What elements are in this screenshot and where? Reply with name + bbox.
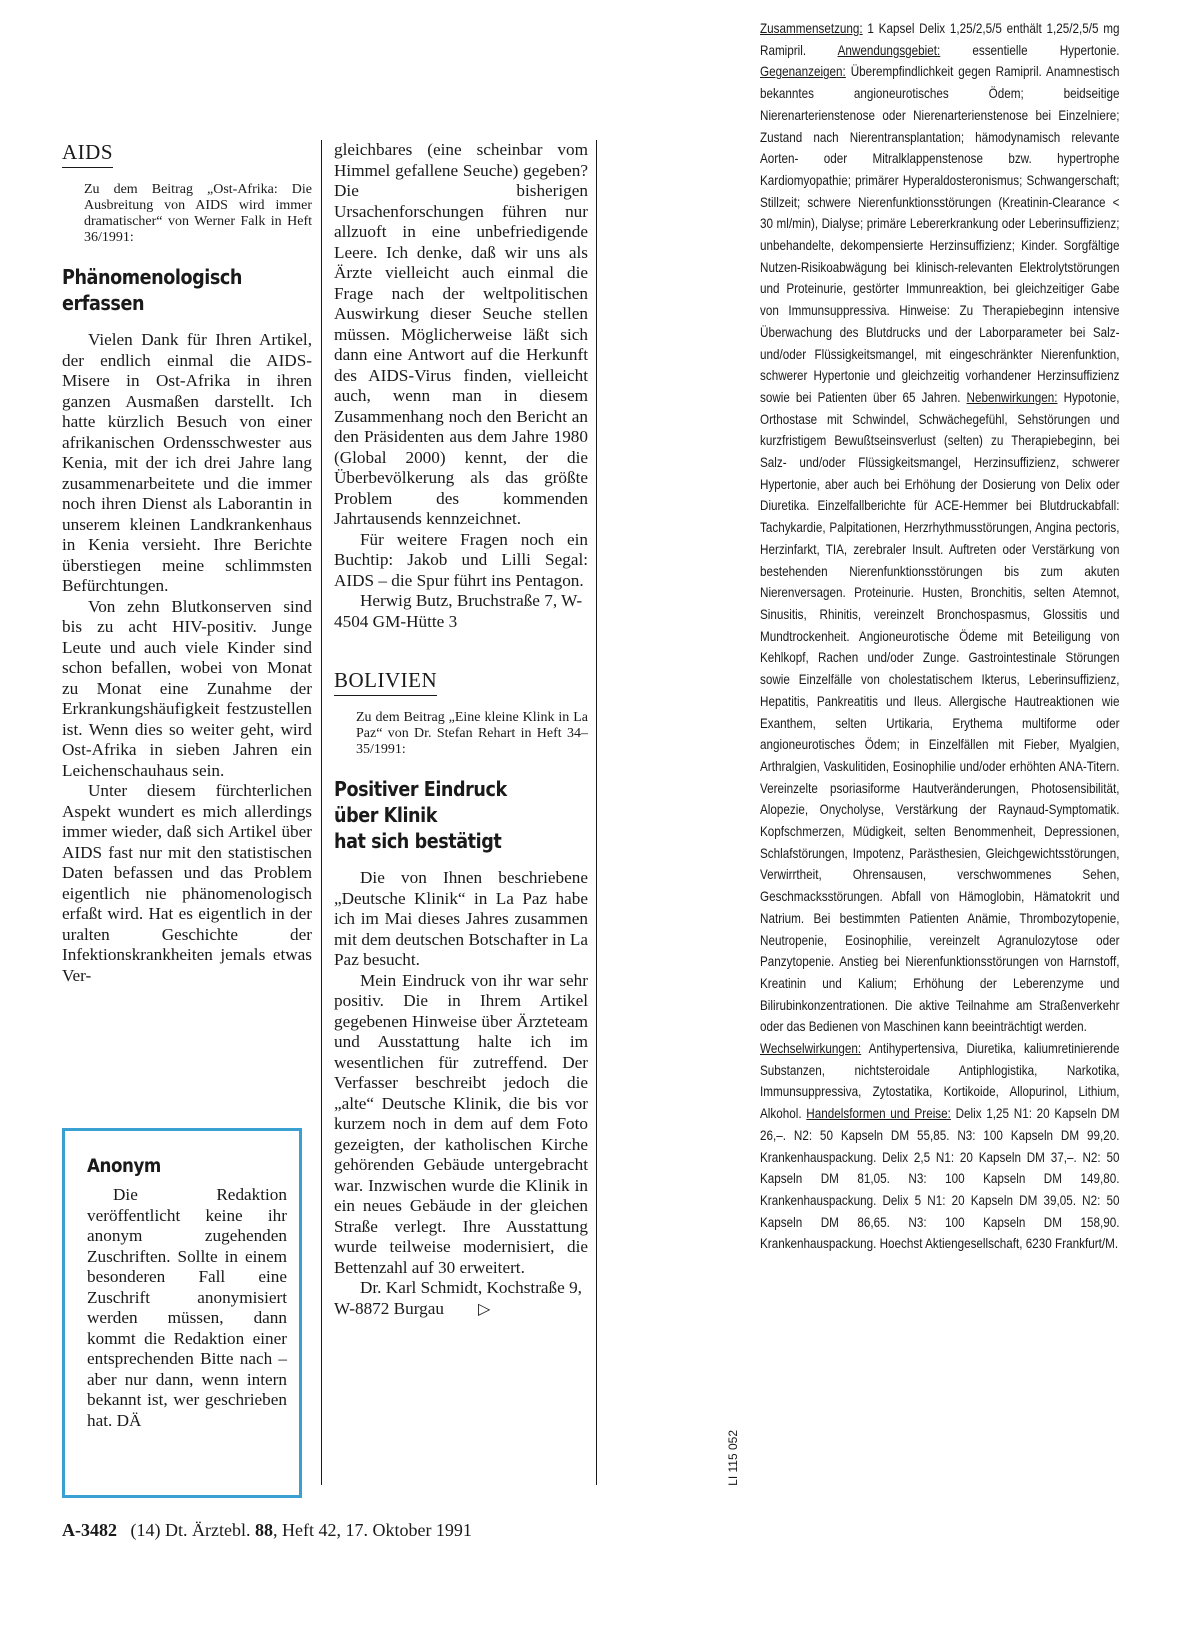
headline-bolivien: Positiver Eindruck über Klinik hat sich bestätigt — [334, 777, 507, 853]
aids-continued-paragraph-2: Für weitere Fragen noch ein Buchtip: Jakob und Lilli Segal: AIDS – die Spur führt ins Pentagon. — [334, 529, 588, 590]
label-zusammensetzung: Zusammensetzung: — [760, 21, 863, 36]
section-heading-aids: AIDS — [62, 140, 113, 168]
column-rule-right — [596, 140, 597, 1485]
label-wechselwirkungen: Wechselwirkungen: — [760, 1041, 862, 1057]
column-rule-left — [321, 140, 322, 1485]
intro-bolivien: Zu dem Beitrag „Eine kleine Klink in La Paz“ von Dr. Stefan Rehart in Heft 34–35/1991: — [356, 710, 588, 757]
anonym-headline: Anonym — [87, 1155, 161, 1177]
aids-continued-paragraph-1: gleichbares (eine scheinbar vom Himmel gefallene Seuche) gegeben? Die bisherigen Ursachenforschungen führen nur allzuoft in eine unbefriedigende Leere. Ich denke, daß wir uns als Ärzte vielleicht auch einmal die Frage nach der weltpolitischen Auswirkung dieser Seuche stellen müssen. Möglicherweise läßt sich dann eine Antwort auf die Herkunft des AIDS-Virus finden, vielleicht auch, wenn man in diesem Zusammenhang noch den Bericht an den Präsidenten aus dem Jahre 1980 (Global 2000) kennt, der die Überbevölkerung als das größte Problem des kommenden Jahrtausends kennzeichnet. — [334, 140, 588, 528]
bolivien-signature: Dr. Karl Schmidt, Kochstraße 9, W-8872 Burgau ▷ — [334, 1278, 588, 1320]
bolivien-paragraph-2: Mein Eindruck von ihr war sehr positiv. Die in Ihrem Artikel gegebenen Hinweise über Ärzteteam und Ausstattung halte ich im wesentlichen für zutreffend. Der Verfasser beschreibt jedoch die „alte“ Deutsche Klinik, die bis vor kurzem noch in dem auf dem Foto gezeigten, der katholischen Kirche gehörenden Gebäude untergebracht war. Inzwischen wurde die Klinik in ein neues Gebäude in der gleichen Straße verlegt. Ihre Ausstattung wurde teilweise modernisiert, die Bettenzahl auf 30 erweitert. — [334, 970, 588, 1277]
pharma-text: Zusammensetzung: 1 Kapsel Delix 1,25/2,5/5 enthält 1,25/2,5/5 mg Ramipril. Anwendungsgebiet: essentielle Hypertonie. Gegenanzeigen: Überempfindlichkeit gegen Ramipril. Anamnestisch bekanntes angioneurotisches Ödem; beidseitige Nierenarterienstenose oder Nierenarterienstenose bei Einzelniere; Zustand nach Nierentransplantation; hämodynamisch relevante Aorten- oder Mitralklappenstenose bzw. hypertrophe Kardiomyopathie; primärer Hyperaldosteronismus; Schwangerschaft; Stillzeit; schwere Nierenfunktionsstörungen (Kreatinin-Clearance < 30 ml/min), Dialyse; primäre Lebererkrankung oder Leberinsuffizienz; unbehandelte, dekompensierte Herzinsuffizienz; Kinder. Sorgfältige Nutzen-Risikoabwägung bei klinisch-relevanten Elektrolytstörungen und Proteinurie, gestörter Immunreaktion, bei gleichzeitiger Gabe von Immunsuppressiva. Hinweise: Zu Therapiebeginn intensive Überwachung des Blutdrucks und der Laborparameter bei Salz- und/oder Flüssigkeitsmangel, mit eingeschränkter Nierenfunktion, schwerer Hypertonie und gleichzeitig vorhandener Herzinsuffizienz sowie bei Patienten über 65 Jahren. Nebenwirkungen: Hypotonie, Orthostase mit Schwindel, Schwächegefühl, Sehstörungen und kurzfristigem Bewußtseinsverlust (selten) zu Therapiebeginn, bei Salz- und/oder Flüssigkeitsmangel, Herzinsuffizienz, schwerer Hypertonie, aber auch bei Erhöhung der Dosierung von Delix oder Diuretika. Einzelfallberichte für ACE-Hemmer bei Blutdruckabfall: Tachykardie, Palpitationen, Herzrhythmusstörungen, Angina pectoris, Herzinfarkt, TIA, zerebraler Insult. Auftreten oder Verstärkung von bestehenden Nierenfunktionsstörungen bis zum akuten Nierenversagen. Proteinurie. Husten, Bronchitis, selten Atemnot, Sinusitis, Rhinitis, vereinzelt Bronchospasmus, Glossitis und Mundtrockenheit. Angioneurotische Ödeme mit Beteiligung von Kehlkopf, Rachen und/oder Zunge. Gastrointestinale Störungen sowie Einzelfälle von cholestatischem Ikterus, Leberinsuffizienz, Hepatitis, Pankreatitis und Ileus. Allergische Hautreaktionen wie Exanthem, selten Urtikaria, Erythema multiforme oder angioneurotisches Ödem; in Einzelfällen mit Fieber, Myalgien, Arthralgien, Vaskulitiden, Eosinophilie und/oder erhöhten ANA-Titern. Vereinzelte psoriasiforme Hautveränderungen, Photosensibilität, Alopezie, Onycholyse, Verstärkung der Raynaud-Symptomatik. Kopfschmerzen, Müdigkeit, selten Benommenheit, Depressionen, Schlafstörungen, Impotenz, Parästhesien, Gleichgewichtsstörungen, Verwirrtheit, Ohrensausen, verschwommenes Sehen, Geschmacksstörungen. Abfall von Hämoglobin, Hämatokrit und Natrium. Bei bestimmten Patienten Anämie, Thrombozytopenie, Neutropenie, Eosinophilie, vereinzelt Agranulozytose oder Panzytopenie. Anstieg bei Nierenfunktionsstörungen von Harnstoff, Kreatinin und Kalium; Erhöhung der Leberenzyme und Bilirubinkonzentrationen. Die aktive Teilnahme am Straßenverkehr oder das Bedienen von Maschinen kann beeinträchtigt werden. Wechselwirkungen: Antihypertensiva, Diuretika, kaliumretinierende Substanzen, nichtsteroidale Antiphlogistika, Narkotika, Immunsuppressiva, Zytostatika, Kortikoide, Allopurinol, Lithium, Alkohol. Handelsformen und Preise: Delix 1,25 N1: 20 Kapseln DM 26,–. N2: 50 Kapseln DM 55,85. N3: 100 Kapseln DM 99,20. Krankenhauspackung. Delix 2,5 N1: 20 Kapseln DM 37,–. N2: 50 Kapseln DM 81,05. N3: 100 Kapseln DM 149,80. Krankenhauspackung. Delix 5 N1: 20 Kapseln DM 39,05. N2: 50 Kapseln DM 86,65. N3: 100 Kapseln DM 158,90. Krankenhauspackung. Hoechst Aktiengesellschaft, 6230 Frankfurt/M. — [760, 21, 1120, 1252]
continue-arrow-icon: ▷ — [477, 1300, 491, 1318]
label-gegenanzeigen: Gegenanzeigen: — [760, 64, 846, 80]
label-nebenwirkungen: Nebenwirkungen: — [966, 389, 1058, 405]
bolivien-paragraph-1: Die von Ihnen beschriebene „Deutsche Klinik“ in La Paz habe ich im Mai dieses Jahres zusammen mit dem deutschen Botschafter in La Paz besucht. — [334, 868, 588, 969]
aids-paragraph-2: Von zehn Blutkonserven sind bis zu acht HIV-positiv. Junge Leute und auch viele Kinder sind schon befallen, wobei von Monat zu Monat eine Zunahme der Erkrankungshäufigkeit festzustellen ist. Wenn dies so weiter geht, wird Ost-Afrika in sieben Jahren ein Leichenschauhaus sein. — [62, 596, 312, 780]
volume-number: 88 — [254, 1520, 273, 1540]
aids-signature: Herwig Butz, Bruchstraße 7, W-4504 GM-Hütte 3 — [334, 591, 583, 631]
aids-paragraph-3: Unter diesem fürchterlichen Aspekt wundert es mich allerdings immer wieder, daß sich Artikel über AIDS fast nur mit den statistischen Daten befassen und das Problem eigentlich nie phänomenologisch erfaßt wird. Hat es eigentlich in der uralten Geschichte der Infektionskrankheiten jemals etwas Ver- — [62, 781, 312, 985]
label-anwendungsgebiet: Anwendungsgebiet: — [837, 42, 941, 58]
page-number: A-3482 — [62, 1520, 117, 1540]
document-code: LI 115 052 — [726, 1430, 740, 1486]
pharma-info-column — [760, 18, 1120, 1255]
column-middle — [334, 140, 588, 1320]
section-heading-bolivien: BOLIVIEN — [334, 668, 437, 696]
anonym-initials: DÄ — [116, 1410, 142, 1430]
label-handelsformen: Handelsformen und Preise: — [806, 1106, 951, 1122]
page-footer: A-3482 (14) Dt. Ärztebl. 88, Heft 42, 17. Oktober 1991 — [62, 1520, 472, 1540]
column-aids — [62, 140, 312, 986]
anonym-body: Die Redaktion veröffentlicht keine ihr anonym zugehenden Zuschriften. Sollte in einem besonderen Fall eine Zuschrift anonymisiert werden müssen, dann kommt die Redaktion einer entsprechenden Bitte nach – aber nur dann, wenn intern bekannt ist, wer geschrieben hat. DÄ — [87, 1185, 287, 1430]
intro-aids: Zu dem Beitrag „Ost-Afrika: Die Ausbreitung von AIDS wird immer dramatischer“ von Werner Falk in Heft 36/1991: — [84, 182, 312, 245]
aids-paragraph-1: Vielen Dank für Ihren Artikel, der endlich einmal die AIDS-Misere in Ost-Afrika in ihren ganzen Ausmaßen darstellt. Ich hatte kürzlich Besuch von einer afrikanischen Ordensschwester aus Kenia, mit der ich drei Jahre lang zusammenarbeitete und die immer noch ihren Dienst als Laborantin in unserem kleinen Landkrankenhaus in Kenia versieht. Ihre Berichte überstiegen meine schlimmsten Befürchtungen. — [62, 330, 312, 595]
headline-aids: Phänomenologisch erfassen — [62, 265, 242, 315]
anonym-notice-box — [62, 1128, 302, 1498]
